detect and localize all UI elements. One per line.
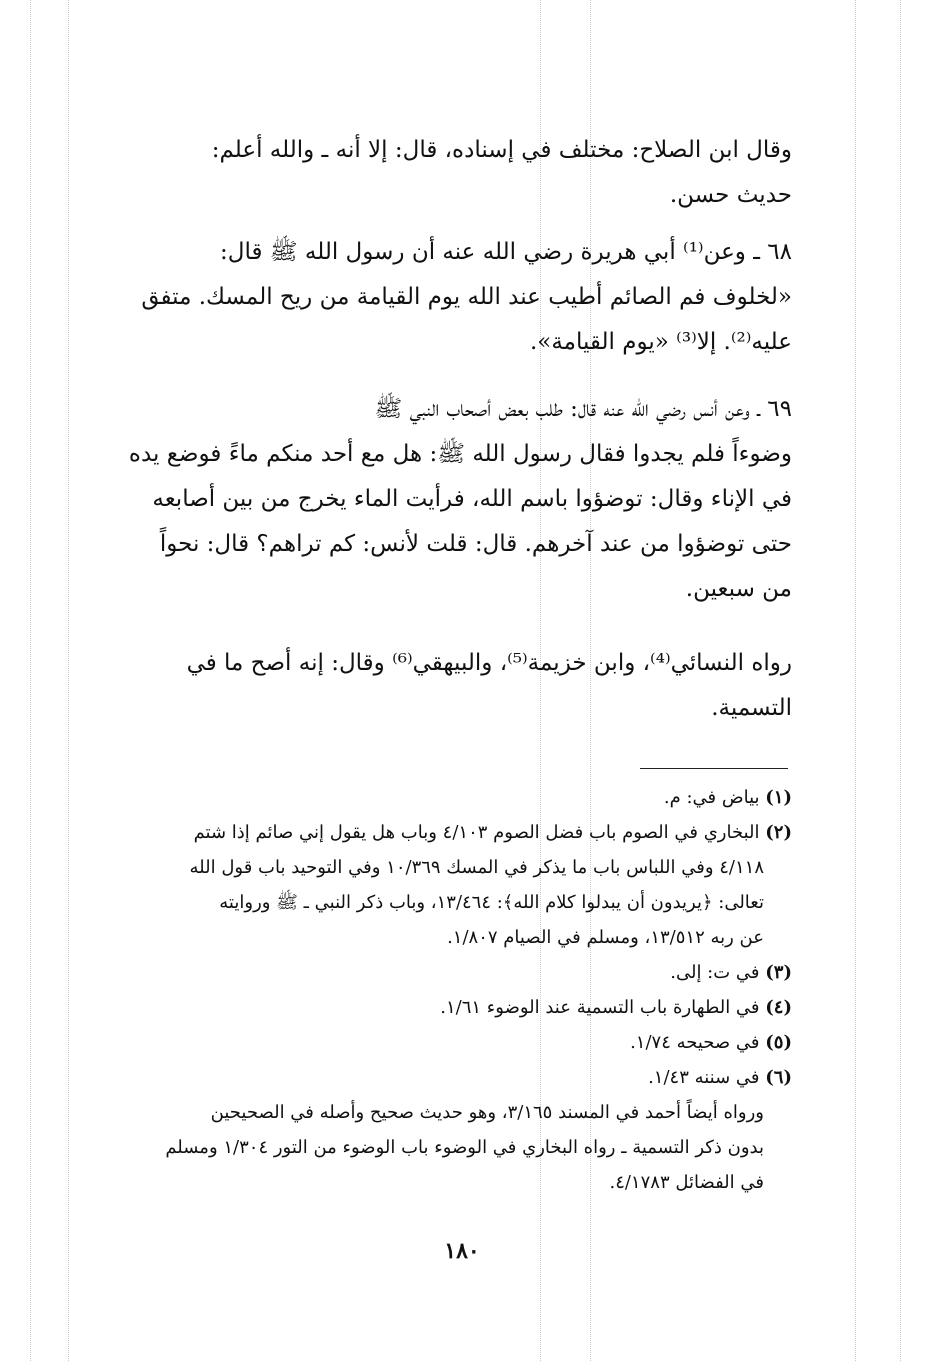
paragraph-hadith-69: [100, 387, 792, 612]
footnote-text: في صحيحه ١/٧٤.: [630, 1032, 760, 1053]
footnote-1: [100, 780, 792, 815]
footnote-number: (١): [765, 787, 792, 808]
paragraph-line: رواه النسائي⁽⁴⁾، وابن خزيمة⁽⁵⁾، والبيهقي⁽⁶⁾ وقال: إنه أصح ما في: [186, 650, 792, 676]
footnote-number: (٢): [765, 822, 792, 843]
footnote-text: في ت: إلى.: [670, 962, 760, 983]
page-number: ١٨٠: [444, 1238, 480, 1264]
scan-guide-line: [900, 0, 901, 1361]
paragraph-line: حديث حسن.: [669, 182, 792, 208]
footnote-6-continued: في الفضائل ٤/١٧٨٣.: [609, 1172, 764, 1193]
footnote-2-continued: عن ربه ١٣/٥١٢، ومسلم في الصيام ١/٨٠٧.: [447, 927, 764, 948]
scan-guide-line: [30, 0, 31, 1361]
footnote-number: (٣): [765, 962, 792, 983]
footnote-text: البخاري في الصوم باب فضل الصوم ٤/١٠٣ وباب هل يقول إني صائم إذا شتم: [193, 822, 760, 843]
footnote-text: بياض في: م.: [663, 787, 760, 808]
paragraph-line: حتى توضؤوا من عند آخرهم. قال: قلت لأنس: كم تراهم؟ قال: نحواً: [159, 531, 792, 557]
paragraph-line: «لخلوف فم الصائم أطيب عند الله يوم القيامة من ريح المسك. متفق: [141, 284, 792, 310]
paragraph-line: ٦٨ ـ وعن⁽¹⁾ أبي هريرة رضي الله عنه أن رسول الله ﷺ قال:: [220, 239, 792, 265]
paragraph-ibn-salah: [100, 128, 792, 218]
footnote-2-continued: ٤/١١٨ وفي اللباس باب ما يذكر في المسك ١٠/٣٦٩ وفي التوحيد باب قول الله: [189, 857, 764, 878]
footnote-2-continued: تعالى: ﴿يريدون أن يبدلوا كلام الله﴾: ١٣/٤٦٤، وباب ذكر النبي ـ ﷺ وروايته: [219, 892, 764, 913]
paragraph-line: وقال ابن الصلاح: مختلف في إسناده، قال: إلا أنه ـ والله أعلم:: [211, 137, 792, 163]
footnote-text: في سننه ١/٤٣.: [648, 1067, 760, 1088]
paragraph-line: ٦٩ ـ وعن أنس رضي الله عنه قال: طلب بعض أصحاب النبي ﷺ: [374, 396, 792, 422]
footnote-6-continued: بدون ذكر التسمية ـ رواه البخاري في الوضوء باب الوضوء من التور ١/٣٠٤ ومسلم: [165, 1137, 764, 1158]
paragraph-line: التسمية.: [711, 695, 792, 721]
footnote-separator: [640, 768, 788, 769]
footnote-2: [100, 815, 792, 850]
scan-guide-line: [855, 0, 856, 1361]
footnote-number: (٤): [765, 997, 792, 1018]
footnote-3: [100, 955, 792, 990]
paragraph-narrators: [100, 641, 792, 731]
paragraph-line: عليه⁽²⁾. إلا⁽³⁾ «يوم القيامة».: [529, 329, 792, 355]
footnotes: [100, 780, 792, 1200]
footnote-number: (٦): [765, 1067, 792, 1088]
footnote-4: [100, 990, 792, 1025]
footnote-6-continued: ورواه أيضاً أحمد في المسند ٣/١٦٥، وهو حديث صحيح وأصله في الصحيحين: [210, 1102, 764, 1123]
scan-guide-line: [68, 0, 69, 1361]
footnote-number: (٥): [765, 1032, 792, 1053]
paragraph-line: وضوءاً فلم يجدوا فقال رسول الله ﷺ: هل مع أحد منكم ماءً فوضع يده: [128, 441, 792, 467]
paragraph-hadith-68: [100, 230, 792, 365]
footnote-text: في الطهارة باب التسمية عند الوضوء ١/٦١.: [440, 997, 760, 1018]
footnote-6: [100, 1060, 792, 1095]
paragraph-line: في الإناء وقال: توضؤوا باسم الله، فرأيت الماء يخرج من بين أصابعه: [152, 486, 792, 512]
paragraph-line: من سبعين.: [685, 576, 792, 602]
footnote-5: [100, 1025, 792, 1060]
